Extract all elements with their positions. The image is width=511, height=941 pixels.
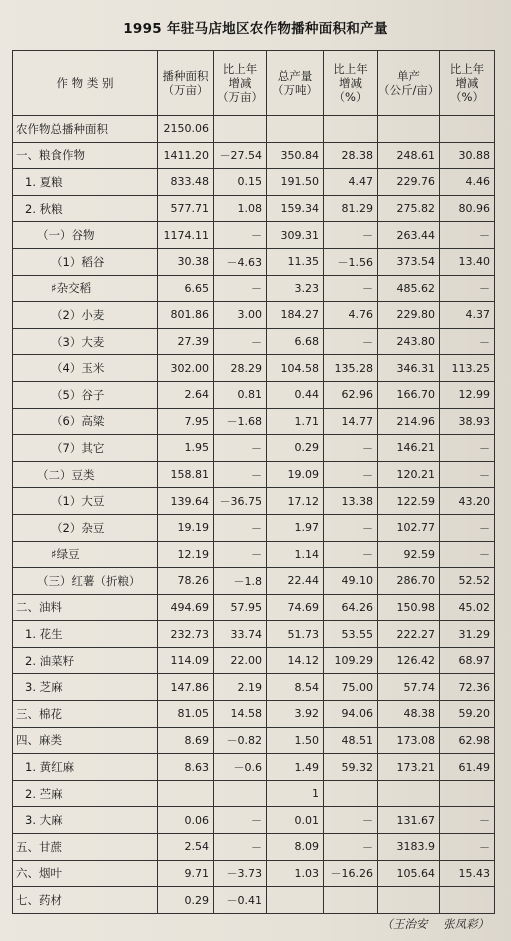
header-output: 总产量 （万吨）	[267, 51, 324, 116]
cell-yield-change: －	[440, 834, 495, 861]
cell-yield: 286.70	[378, 568, 440, 595]
cell-yield-change: 68.97	[440, 647, 495, 674]
cell-yield-change: 113.25	[440, 355, 495, 382]
table-row	[13, 807, 495, 834]
cell-area-change: －	[214, 275, 267, 302]
cell-yield-change: 62.98	[440, 727, 495, 754]
cell-area: 139.64	[158, 488, 214, 515]
cell-yield: 150.98	[378, 594, 440, 621]
cell-output-change	[324, 887, 378, 914]
cell-yield: 120.21	[378, 461, 440, 488]
cell-area-change: －1.68	[214, 408, 267, 435]
cell-yield-change: 31.29	[440, 621, 495, 648]
cell-yield: 214.96	[378, 408, 440, 435]
table-row	[13, 408, 495, 435]
table-row	[13, 169, 495, 196]
cell-yield: 222.27	[378, 621, 440, 648]
cell-output-change: －	[324, 461, 378, 488]
cell-yield	[378, 116, 440, 143]
table-title: 1995 年驻马店地区农作物播种面积和产量	[123, 21, 388, 37]
cell-output: 3.92	[267, 701, 324, 728]
cell-area: 2.64	[158, 381, 214, 408]
cell-category: 3. 芝麻	[13, 674, 158, 701]
cell-yield: 243.80	[378, 328, 440, 355]
cell-yield-change: －	[440, 541, 495, 568]
table-row	[13, 727, 495, 754]
cell-area-change: 0.81	[214, 381, 267, 408]
cell-yield: 263.44	[378, 222, 440, 249]
table-row	[13, 674, 495, 701]
cell-yield: 105.64	[378, 860, 440, 887]
cell-output: 22.44	[267, 568, 324, 595]
table-row	[13, 302, 495, 329]
cell-area: 30.38	[158, 248, 214, 275]
cell-output-change: －16.26	[324, 860, 378, 887]
cell-output: 14.12	[267, 647, 324, 674]
cell-area-change	[214, 116, 267, 143]
cell-category: （三）红薯（折粮）	[13, 568, 158, 595]
cell-output: 3.23	[267, 275, 324, 302]
cell-area: 833.48	[158, 169, 214, 196]
cell-area: 19.19	[158, 514, 214, 541]
cell-yield-change	[440, 780, 495, 807]
cell-yield-change: 80.96	[440, 195, 495, 222]
cell-area-change: －0.41	[214, 887, 267, 914]
cell-yield	[378, 780, 440, 807]
cell-category: 四、麻类	[13, 727, 158, 754]
cell-category: ♯绿豆	[13, 541, 158, 568]
cell-area: 1174.11	[158, 222, 214, 249]
header-yield: 单产 （公斤/亩）	[378, 51, 440, 116]
cell-yield-change: －	[440, 222, 495, 249]
cell-yield: 92.59	[378, 541, 440, 568]
cell-yield-change: 13.40	[440, 248, 495, 275]
cell-category: 1. 夏粮	[13, 169, 158, 196]
cell-category: 五、甘蔗	[13, 834, 158, 861]
cell-area-change: 22.00	[214, 647, 267, 674]
cell-category: 2. 苎麻	[13, 780, 158, 807]
cell-output: 1.50	[267, 727, 324, 754]
table-row	[13, 222, 495, 249]
cell-yield-change: －	[440, 435, 495, 462]
cell-output-change: 4.47	[324, 169, 378, 196]
cell-category: 2. 秋粮	[13, 195, 158, 222]
table-row	[13, 701, 495, 728]
cell-yield-change: －	[440, 275, 495, 302]
cell-area-change	[214, 780, 267, 807]
cell-output: 74.69	[267, 594, 324, 621]
cell-output-change: －	[324, 834, 378, 861]
cell-area: 8.69	[158, 727, 214, 754]
cell-area-change: －	[214, 461, 267, 488]
table-row	[13, 142, 495, 169]
cell-yield: 146.21	[378, 435, 440, 462]
cell-output: 191.50	[267, 169, 324, 196]
cell-output: 350.84	[267, 142, 324, 169]
cell-output-change: 59.32	[324, 754, 378, 781]
table-row	[13, 647, 495, 674]
cell-area: 0.29	[158, 887, 214, 914]
cell-yield-change: 12.99	[440, 381, 495, 408]
cell-area-change: 1.08	[214, 195, 267, 222]
cell-area-change: 28.29	[214, 355, 267, 382]
cell-category: （7）其它	[13, 435, 158, 462]
cell-area-change: 14.58	[214, 701, 267, 728]
cell-yield-change: 4.37	[440, 302, 495, 329]
cell-output: 0.44	[267, 381, 324, 408]
header-row	[13, 51, 495, 116]
cell-output-change: －	[324, 514, 378, 541]
cell-area: 1.95	[158, 435, 214, 462]
cell-yield: 275.82	[378, 195, 440, 222]
cell-yield: 48.38	[378, 701, 440, 728]
cell-category: 1. 黄红麻	[13, 754, 158, 781]
cell-output-change: －1.56	[324, 248, 378, 275]
table-row	[13, 514, 495, 541]
cell-category: （一）谷物	[13, 222, 158, 249]
cell-area: 78.26	[158, 568, 214, 595]
table-row	[13, 248, 495, 275]
cell-output-change: 13.38	[324, 488, 378, 515]
cell-yield-change: －	[440, 514, 495, 541]
cell-output-change: －	[324, 435, 378, 462]
cell-yield-change: 59.20	[440, 701, 495, 728]
cell-output-change: －	[324, 328, 378, 355]
cell-area: 147.86	[158, 674, 214, 701]
table-row	[13, 488, 495, 515]
table-row	[13, 275, 495, 302]
cell-yield: 248.61	[378, 142, 440, 169]
cell-output-change: 109.29	[324, 647, 378, 674]
cell-area-change: －36.75	[214, 488, 267, 515]
cell-area-change: －3.73	[214, 860, 267, 887]
cell-category: （3）大麦	[13, 328, 158, 355]
cell-output-change: 75.00	[324, 674, 378, 701]
table-row	[13, 568, 495, 595]
cell-area-change: －	[214, 514, 267, 541]
table-body	[13, 116, 495, 914]
cell-area: 577.71	[158, 195, 214, 222]
cell-yield: 346.31	[378, 355, 440, 382]
header-area: 播种面积 （万亩）	[158, 51, 214, 116]
cell-area-change: 57.95	[214, 594, 267, 621]
cell-area-change: －27.54	[214, 142, 267, 169]
cell-output	[267, 887, 324, 914]
cell-output: 1.03	[267, 860, 324, 887]
cell-area: 232.73	[158, 621, 214, 648]
table-row	[13, 381, 495, 408]
cell-output: 1.49	[267, 754, 324, 781]
cell-output-change: 28.38	[324, 142, 378, 169]
cell-area: 81.05	[158, 701, 214, 728]
cell-output: 8.54	[267, 674, 324, 701]
cell-output-change: －	[324, 222, 378, 249]
cell-area: 1411.20	[158, 142, 214, 169]
cell-yield-change: 30.88	[440, 142, 495, 169]
cell-yield-change: －	[440, 807, 495, 834]
cell-area-change: 0.15	[214, 169, 267, 196]
table-row	[13, 780, 495, 807]
cell-area: 27.39	[158, 328, 214, 355]
cell-category: 3. 大麻	[13, 807, 158, 834]
cell-output: 6.68	[267, 328, 324, 355]
cell-yield-change: 4.46	[440, 169, 495, 196]
header-output-change: 比上年 增减 （%）	[324, 51, 378, 116]
cell-yield-change	[440, 887, 495, 914]
cell-output-change: －	[324, 807, 378, 834]
cell-category: （4）玉米	[13, 355, 158, 382]
cell-yield: 166.70	[378, 381, 440, 408]
cell-area-change: －0.6	[214, 754, 267, 781]
cell-area-change: 3.00	[214, 302, 267, 329]
cell-output: 184.27	[267, 302, 324, 329]
cell-output-change: 53.55	[324, 621, 378, 648]
cell-area: 8.63	[158, 754, 214, 781]
cell-yield: 57.74	[378, 674, 440, 701]
cell-yield: 173.21	[378, 754, 440, 781]
header-yield-change: 比上年 增减 （%）	[440, 51, 495, 116]
cell-area-change: －	[214, 541, 267, 568]
cell-yield: 126.42	[378, 647, 440, 674]
cell-area-change: －	[214, 435, 267, 462]
table-row	[13, 195, 495, 222]
cell-output: 0.29	[267, 435, 324, 462]
table-row	[13, 355, 495, 382]
table-row	[13, 860, 495, 887]
table-row	[13, 328, 495, 355]
cell-area: 12.19	[158, 541, 214, 568]
cell-output: 104.58	[267, 355, 324, 382]
cell-category: ♯杂交稻	[13, 275, 158, 302]
cell-area	[158, 780, 214, 807]
cell-output-change: 14.77	[324, 408, 378, 435]
cell-area-change: －	[214, 222, 267, 249]
cell-yield-change: 52.52	[440, 568, 495, 595]
cell-area-change: －0.82	[214, 727, 267, 754]
cell-category: （6）高粱	[13, 408, 158, 435]
cell-area-change: 33.74	[214, 621, 267, 648]
cell-output-change	[324, 780, 378, 807]
cell-yield-change	[440, 116, 495, 143]
table-row	[13, 461, 495, 488]
cell-output-change	[324, 116, 378, 143]
cell-output-change: 49.10	[324, 568, 378, 595]
cell-yield: 102.77	[378, 514, 440, 541]
cell-category: 2. 油菜籽	[13, 647, 158, 674]
cell-output-change: 4.76	[324, 302, 378, 329]
cell-output: 11.35	[267, 248, 324, 275]
cell-yield-change: 45.02	[440, 594, 495, 621]
cell-yield: 373.54	[378, 248, 440, 275]
cell-category: 七、药材	[13, 887, 158, 914]
cell-yield-change: －	[440, 461, 495, 488]
table-row	[13, 541, 495, 568]
cell-yield: 485.62	[378, 275, 440, 302]
cell-category: 农作物总播种面积	[13, 116, 158, 143]
cell-output-change: －	[324, 275, 378, 302]
cell-area-change: －	[214, 834, 267, 861]
cell-area: 158.81	[158, 461, 214, 488]
cell-yield: 131.67	[378, 807, 440, 834]
cell-area: 494.69	[158, 594, 214, 621]
cell-output-change: 62.96	[324, 381, 378, 408]
cell-output	[267, 116, 324, 143]
cell-category: （2）杂豆	[13, 514, 158, 541]
table-row	[13, 435, 495, 462]
cell-output: 8.09	[267, 834, 324, 861]
cell-output: 309.31	[267, 222, 324, 249]
cell-output-change: 64.26	[324, 594, 378, 621]
cell-yield	[378, 887, 440, 914]
cell-yield: 229.80	[378, 302, 440, 329]
cell-yield-change: 15.43	[440, 860, 495, 887]
cell-output: 1	[267, 780, 324, 807]
table-row	[13, 754, 495, 781]
cell-yield: 122.59	[378, 488, 440, 515]
cell-area: 2.54	[158, 834, 214, 861]
cell-area: 7.95	[158, 408, 214, 435]
cell-area: 801.86	[158, 302, 214, 329]
cell-area: 0.06	[158, 807, 214, 834]
cell-category: 1. 花生	[13, 621, 158, 648]
cell-output-change: 94.06	[324, 701, 378, 728]
cell-area: 2150.06	[158, 116, 214, 143]
cell-area-change: 2.19	[214, 674, 267, 701]
cell-category: 二、油料	[13, 594, 158, 621]
cell-yield: 229.76	[378, 169, 440, 196]
cell-yield: 3183.9	[378, 834, 440, 861]
table-row	[13, 887, 495, 914]
table-row	[13, 621, 495, 648]
cell-category: （2）小麦	[13, 302, 158, 329]
cell-category: 三、棉花	[13, 701, 158, 728]
cell-yield-change: 72.36	[440, 674, 495, 701]
cell-output: 1.97	[267, 514, 324, 541]
author-credit: （王治安 张凤彩）	[381, 917, 489, 931]
cell-area-change: －1.8	[214, 568, 267, 595]
cell-area: 114.09	[158, 647, 214, 674]
cell-category: （1）稻谷	[13, 248, 158, 275]
cell-output: 1.14	[267, 541, 324, 568]
cell-output-change: －	[324, 541, 378, 568]
table-row	[13, 594, 495, 621]
cell-output: 1.71	[267, 408, 324, 435]
cell-area-change: －	[214, 328, 267, 355]
header-category: 作 物 类 别	[13, 51, 158, 116]
cell-yield-change: 61.49	[440, 754, 495, 781]
cell-category: （5）谷子	[13, 381, 158, 408]
cell-output-change: 81.29	[324, 195, 378, 222]
cell-yield-change: 38.93	[440, 408, 495, 435]
cell-category: （1）大豆	[13, 488, 158, 515]
cell-output-change: 135.28	[324, 355, 378, 382]
cell-output: 19.09	[267, 461, 324, 488]
cell-output-change: 48.51	[324, 727, 378, 754]
cell-output: 0.01	[267, 807, 324, 834]
cell-area: 9.71	[158, 860, 214, 887]
cell-output: 51.73	[267, 621, 324, 648]
table-row	[13, 116, 495, 143]
cell-category: （二）豆类	[13, 461, 158, 488]
cell-category: 一、粮食作物	[13, 142, 158, 169]
table-row	[13, 834, 495, 861]
cell-output: 159.34	[267, 195, 324, 222]
cell-yield-change: 43.20	[440, 488, 495, 515]
cell-yield: 173.08	[378, 727, 440, 754]
cell-area-change: －	[214, 807, 267, 834]
cell-output: 17.12	[267, 488, 324, 515]
header-area-change: 比上年 增减 （万亩）	[214, 51, 267, 116]
cell-area-change: －4.63	[214, 248, 267, 275]
cell-yield-change: －	[440, 328, 495, 355]
cell-area: 302.00	[158, 355, 214, 382]
cell-category: 六、烟叶	[13, 860, 158, 887]
cell-area: 6.65	[158, 275, 214, 302]
crop-statistics-table	[12, 50, 495, 914]
